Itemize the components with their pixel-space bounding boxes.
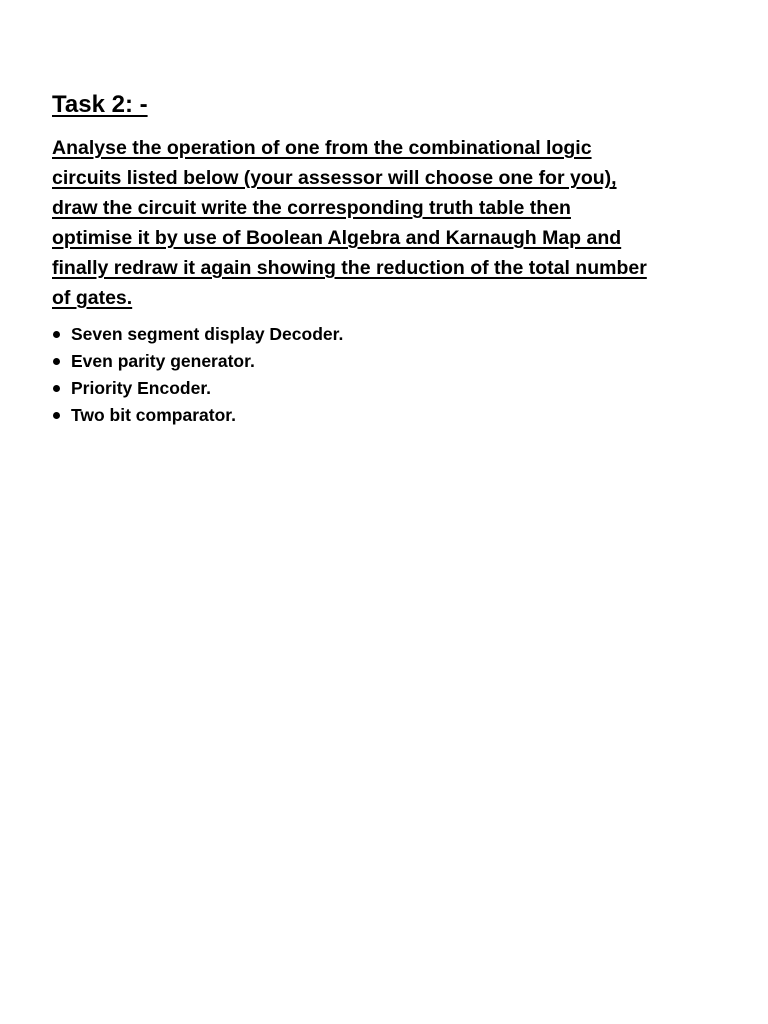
list-item xyxy=(52,348,343,375)
bullet-icon xyxy=(53,358,60,365)
task-description-line: optimise it by use of Boolean Algebra and Karnaugh Map and xyxy=(52,227,622,249)
option-label: Two bit comparator. xyxy=(71,405,236,425)
task-description-line: circuits listed below (your assessor will choose one for you), xyxy=(52,167,617,189)
list-item xyxy=(52,321,343,348)
bullet-icon xyxy=(53,412,60,419)
bullet-icon xyxy=(53,385,60,392)
list-item xyxy=(52,375,343,402)
option-label: Priority Encoder. xyxy=(71,378,212,398)
task-description-line: finally redraw it again showing the reduction of the total number xyxy=(52,257,647,279)
bullet-icon xyxy=(53,331,60,338)
task-description-line: draw the circuit write the corresponding truth table then xyxy=(52,197,571,219)
task-description-line: of gates. xyxy=(52,287,133,309)
task-description-line: Analyse the operation of one from the combinational logic xyxy=(52,137,592,159)
task-description xyxy=(52,133,732,313)
option-label: Seven segment display Decoder. xyxy=(71,324,344,344)
list-item xyxy=(52,402,343,429)
circuit-options-list xyxy=(52,321,343,429)
task-title: Task 2: - xyxy=(52,91,148,118)
option-label: Even parity generator. xyxy=(71,351,255,371)
